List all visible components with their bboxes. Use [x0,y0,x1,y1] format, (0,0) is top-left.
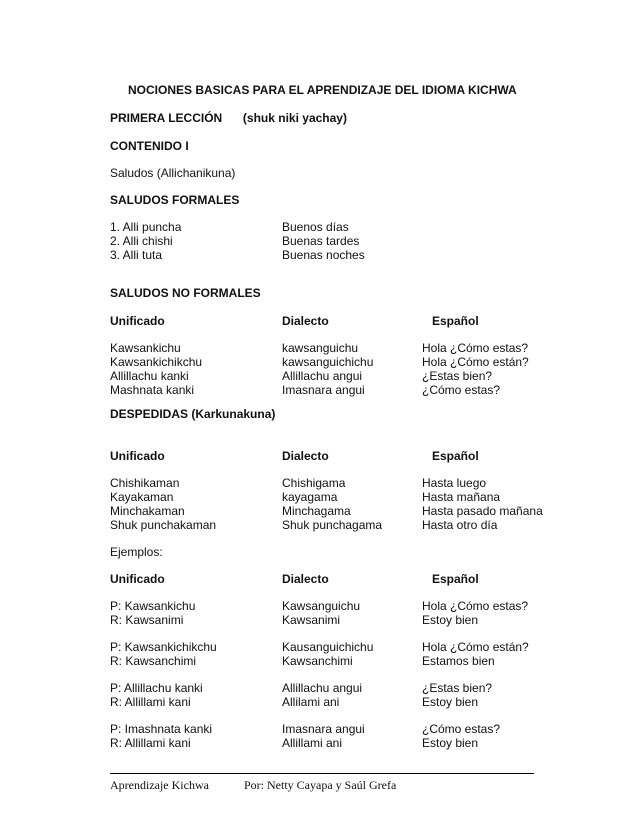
lesson-subtitle: (shuk niki yachay) [242,111,347,125]
column-header-unificado: Unificado [110,449,165,463]
dialecto-cell: Minchagama [282,504,351,518]
example-answer-espanol: Estoy bien [422,695,479,709]
formales-es: Buenos días [282,220,349,234]
unificado-cell: Kayakaman [110,490,174,504]
espanol-cell: Hola ¿Cómo están? [422,355,529,369]
lesson-heading [110,111,347,125]
dialecto-cell: kawsanguichichu [282,355,374,369]
unificado-cell: Chishikaman [110,476,180,490]
example-question-espanol: ¿Cómo estas? [422,722,501,736]
dialecto-cell: Imasnara angui [282,383,365,397]
formales-heading: SALUDOS FORMALES [110,193,240,207]
column-header-dialecto: Dialecto [282,449,329,463]
column-header-espanol: Español [432,449,479,463]
despedidas-heading: DESPEDIDAS (Karkunakuna) [110,407,276,421]
dialecto-cell: Allillachu angui [282,369,363,383]
example-answer-dialecto: Kawsanchimi [282,654,353,668]
example-answer-espanol: Estamos bien [422,654,495,668]
formales-kichwa: 1. Alli puncha [110,220,182,234]
column-header-unificado: Unificado [110,314,165,328]
unificado-cell: Kawsankichu [110,341,181,355]
example-question-dialecto: Kausanguichichu [282,640,374,654]
column-header-espanol: Español [432,314,479,328]
example-question-espanol: Hola ¿Cómo están? [422,640,529,654]
no-formales-heading: SALUDOS NO FORMALES [110,286,261,300]
dialecto-cell: Chishigama [282,476,346,490]
example-answer: R: Kawsanimi [110,613,184,627]
saludos-intro: Saludos (Allichanikuna) [110,166,236,180]
espanol-cell: Hasta luego [422,476,487,490]
unificado-cell: Allillachu kanki [110,369,189,383]
column-header-dialecto: Dialecto [282,572,329,586]
unificado-cell: Minchakaman [110,504,185,518]
footer-divider [110,773,534,774]
column-header-unificado: Unificado [110,572,165,586]
example-answer-dialecto: Allillami ani [282,736,343,750]
unificado-cell: Shuk punchakaman [110,518,217,532]
document-title: NOCIONES BASICAS PARA EL APRENDIZAJE DEL IDIOMA KICHWA [128,83,517,97]
unificado-cell: Kawsankichikchu [110,355,203,369]
contenido-heading: CONTENIDO I [110,139,189,153]
espanol-cell: ¿Estas bien? [422,369,493,383]
example-answer: R: Kawsanchimi [110,654,197,668]
example-answer: R: Allillami kani [110,695,191,709]
example-question: P: Imashnata kanki [110,722,213,736]
example-answer-dialecto: Allilami ani [282,695,340,709]
example-question-espanol: Hola ¿Cómo estas? [422,599,529,613]
ejemplos-label: Ejemplos: [110,545,163,559]
espanol-cell: Hola ¿Cómo estas? [422,341,529,355]
footer-left: Aprendizaje Kichwa [110,778,209,792]
dialecto-cell: kayagama [282,490,338,504]
example-question: P: Kawsankichu [110,599,196,613]
espanol-cell: Hasta pasado mañana [422,504,543,518]
example-question-dialecto: Kawsanguichu [282,599,361,613]
example-question-dialecto: Imasnara angui [282,722,365,736]
espanol-cell: Hasta mañana [422,490,501,504]
espanol-cell: Hasta otro día [422,518,498,532]
espanol-cell: ¿Cómo estas? [422,383,501,397]
formales-kichwa: 3. Alli tuta [110,248,163,262]
formales-kichwa: 2. Alli chishi [110,234,173,248]
formales-es: Buenas tardes [282,234,360,248]
unificado-cell: Mashnata kanki [110,383,195,397]
dialecto-cell: kawsanguichu [282,341,359,355]
dialecto-cell: Shuk punchagama [282,518,383,532]
example-question: P: Kawsankichikchu [110,640,217,654]
example-answer-dialecto: Kawsanimi [282,613,341,627]
lesson-label: PRIMERA LECCIÓN [110,111,223,125]
example-question-dialecto: Allillachu angui [282,681,363,695]
footer-right: Por: Netty Cayapa y Saúl Grefa [244,778,397,792]
example-question-espanol: ¿Estas bien? [422,681,493,695]
example-answer-espanol: Estoy bien [422,736,479,750]
column-header-espanol: Español [432,572,479,586]
column-header-dialecto: Dialecto [282,314,329,328]
example-answer-espanol: Estoy bien [422,613,479,627]
example-answer: R: Allillami kani [110,736,191,750]
example-question: P: Allillachu kanki [110,681,203,695]
formales-es: Buenas noches [282,248,365,262]
